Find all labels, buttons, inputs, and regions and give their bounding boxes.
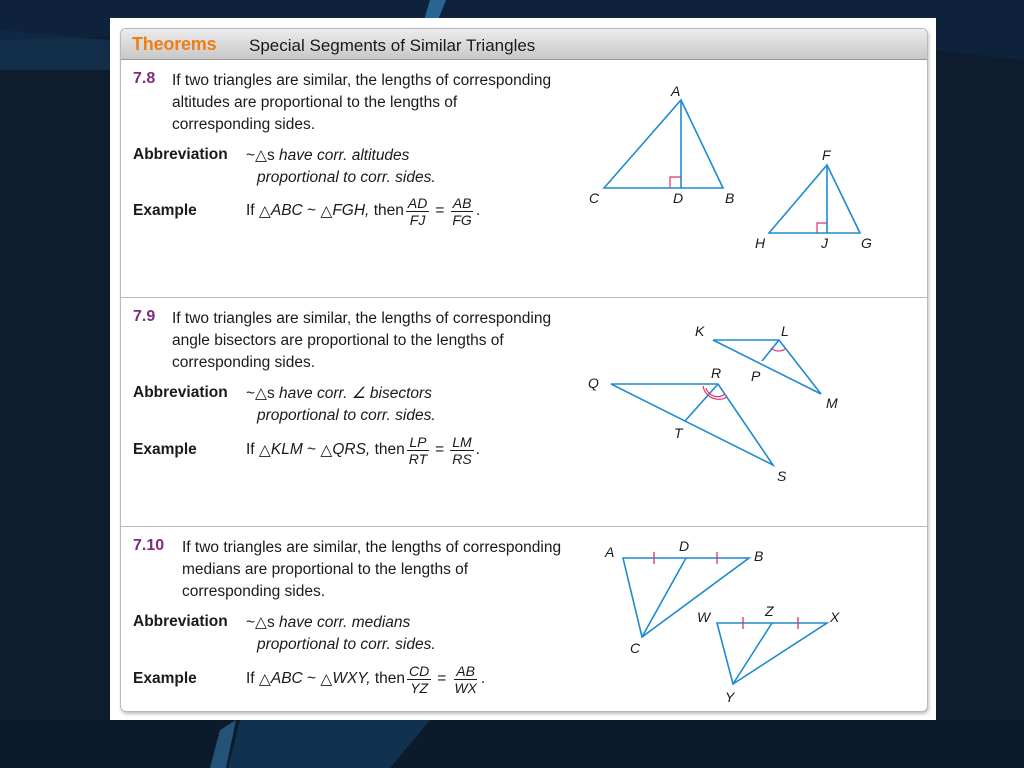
theorem-7-10 (121, 526, 927, 712)
textbook-page (110, 18, 936, 720)
vertex-label: P (751, 368, 761, 384)
theorem-7-8 (121, 60, 927, 296)
angle-bisector-figure (121, 298, 927, 526)
vertex-label: B (754, 548, 764, 564)
fraction: $\frac{LP}{RT}$ (408, 433, 428, 467)
vertex-label: K (695, 323, 705, 339)
vertex-label: A (671, 83, 681, 99)
abbreviation-text: ~△s have corr. altitudes proportional to corr. sides. (246, 147, 436, 186)
triangle-klm (713, 340, 821, 394)
vertex-label: L (781, 323, 789, 339)
triangle-fgh (769, 165, 860, 233)
abbreviation-text: ~△s have corr. ∠ bisectors proportional to corr. sides. (246, 385, 436, 424)
example-label: Example (133, 670, 197, 687)
vertex-label: H (755, 235, 766, 251)
section-title: Special Segments of Similar Triangles (249, 36, 536, 55)
vertex-label: J (821, 235, 828, 251)
vertex-label: T (674, 425, 683, 441)
vertex-label: R (711, 365, 722, 381)
fraction: $\frac{LM}{RS}$ (452, 433, 472, 467)
vertex-label: Y (725, 689, 735, 705)
example-statement: If △ ABC ~ △ WXY, then $\frac{CD}{YZ}$ = $\frac{AB}{WX}$ . (246, 662, 486, 696)
example-statement: If △ ABC ~ △ FGH, then $\frac{AD}{FJ}$ = $\frac{AB}{FG}$ . (246, 194, 481, 228)
altitude-figure (121, 60, 927, 296)
example-label: Example (133, 202, 197, 219)
abbreviation-text: ~△s have corr. medians proportional to corr. sides. (246, 614, 436, 653)
abbreviation-label: Abbreviation (133, 384, 228, 401)
fraction: $\frac{AD}{FJ}$ (407, 194, 428, 228)
vertex-label: M (826, 395, 838, 411)
abbreviation-label: Abbreviation (133, 613, 228, 630)
vertex-label: G (861, 235, 872, 251)
fraction: $\frac{CD}{YZ}$ (409, 662, 430, 696)
vertex-label: C (630, 640, 641, 656)
theorem-statement: If two triangles are similar, the lengths of corresponding altitudes are proportional to the lengths of corresponding sides. (172, 72, 552, 133)
theorem-statement: If two triangles are similar, the lengths of corresponding medians are proportional to the lengths of corresponding sides. (182, 539, 562, 600)
triangle-wxy-median (717, 623, 827, 684)
vertex-label: Q (588, 375, 599, 391)
triangle-abc (604, 100, 723, 188)
vertex-label: D (673, 190, 684, 206)
vertex-label: F (822, 147, 831, 163)
example-statement: If △ KLM ~ △ QRS, then $\frac{LP}{RT}$ = $\frac{LM}{RS}$ . (246, 433, 480, 467)
fraction: $\frac{AB}{WX}$ (454, 662, 477, 696)
vertex-label: A (605, 544, 615, 560)
triangle-abc-median (623, 558, 749, 637)
median-figure (121, 527, 927, 712)
triangle-qrs (611, 384, 773, 465)
theorem-number: 7.10 (133, 537, 165, 554)
right-angle-mark (817, 223, 827, 233)
theorem-7-9 (121, 297, 927, 526)
example-label: Example (133, 441, 197, 458)
vertex-label: B (725, 190, 735, 206)
theorem-statement: If two triangles are similar, the lengths of corresponding angle bisectors are proportional to the lengths of corresponding sides. (172, 310, 552, 371)
vertex-label: S (777, 468, 787, 484)
theorem-number: 7.8 (133, 70, 156, 87)
vertex-label: D (679, 538, 690, 554)
vertex-label: X (830, 609, 840, 625)
fraction: $\frac{AB}{FG}$ (452, 194, 472, 228)
vertex-label: W (697, 609, 711, 625)
vertex-label: Z (765, 603, 774, 619)
vertex-label: C (589, 190, 600, 206)
abbreviation-label: Abbreviation (133, 146, 228, 163)
theorems-label: Theorems (132, 34, 217, 54)
theorem-number: 7.9 (133, 308, 156, 325)
theorem-box-header (121, 29, 927, 60)
right-angle-mark (670, 177, 681, 188)
theorem-box (120, 28, 928, 712)
